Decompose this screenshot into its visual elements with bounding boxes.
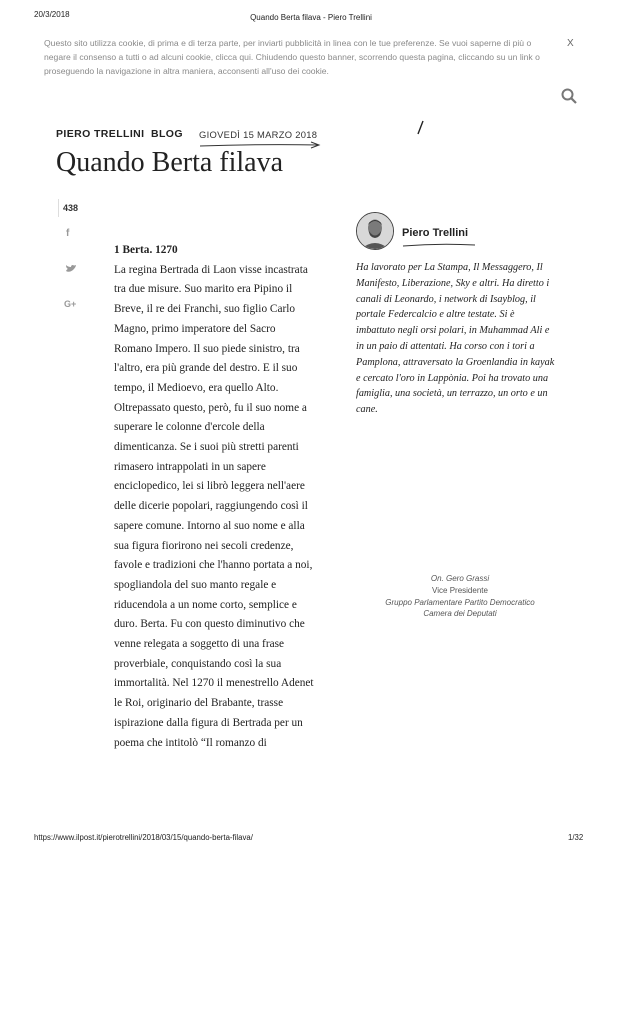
print-page-title: Quando Berta filava - Piero Trellini (250, 13, 372, 22)
author-underline (402, 242, 476, 248)
cookie-close-button[interactable]: X (567, 38, 574, 49)
stamp-role: Vice Presidente (432, 585, 488, 595)
nav-date: GIOVEDÌ 15 MARZO 2018 (199, 129, 318, 140)
nav-author-link[interactable]: PIERO TRELLINI (56, 128, 145, 140)
stamp-name: On. Gero Grassi (430, 574, 490, 583)
author-bio: Ha lavorato per La Stampa, Il Messaggero, Il Manifesto, Liberazione, Sky e altri. Ha diretto i canali di Leonardo, i network di Isayblog, il portale Federcalcio e altre testate. Si è imbattuto negli orsi polari, in Muhammad Ali e in un paio di attentati. Ha corso con i tori a Pamplona, attraversato la Groenlandia in kayak e cercato l'oro in Lappònia. Poi ha trovato una famiglia, una società, un terrazzo, un orto e un cane. (356, 262, 555, 416)
twitter-icon[interactable] (65, 264, 77, 274)
facebook-icon[interactable]: f (66, 228, 70, 239)
article-body (114, 241, 314, 753)
author-name[interactable]: Piero Trellini (402, 227, 469, 239)
author-avatar[interactable] (356, 212, 394, 250)
cookie-banner-text: Questo sito utilizza cookie, di prima e di terza parte, per inviarti pubblicità in linea con le tue preferenze. Se vuoi saperne di più o negare il consenso a tutti o ad alcuni cookie, clicca qui. Chiudendo questo banner, scorrendo questa pagina, cliccando su un link o proseguendo la navigazione in altra maniera, acconsenti all'uso dei cookie. (44, 38, 540, 76)
article-paragraph: La regina Bertrada di Laon visse incastrata tra due misure. Suo marito era Pipino il Breve, il re dei Franchi, suo figlio Carlo Magno, primo imperatore del Sacro Romano Impero. Il suo piede sinistro, tra l'altro, era più grande del destro. E il suo tempo, il Medioevo, era quello Alto. Oltrepassato questo, però, fu il suo nome a superare le colonne d'ercole della dimenticanza. Se i suoi più stretti parenti rimasero intrappolati in un sapere enciclopedico, lei si librò leggera nell'aere delle dicerie popolari, raggiungendo così il sapere comune. Intorno al suo nome e alla sua figura fiorirono nei secoli credenze, favole e tradizioni che l'hanno portata a noi, spogliandola del suo manto regale e riducendola a un nome corto, semplice e duro. Berta. Fu con questo diminutivo che venne relegata a soggetto di una frase proverbiale, conquistando così la sua immortalità. Nel 1270 il menestrello Adenet le Roi, originario del Brabante, trasse ispirazione dalla figura di Bertrada per un poema che intitolò “Il romanzo di (114, 263, 314, 749)
search-icon[interactable] (561, 88, 577, 104)
author-photo (357, 213, 393, 249)
print-footer-page: 1/32 (568, 833, 584, 842)
share-count: 438 (63, 203, 79, 213)
nav-blog-link[interactable]: BLOG (151, 128, 183, 140)
print-footer-url: https://www.ilpost.it/pierotrellini/2018/03/15/quando-berta-filava/ (34, 833, 253, 842)
googleplus-icon[interactable]: G+ (64, 299, 77, 309)
page-title: Quando Berta filava (56, 147, 284, 178)
print-date: 20/3/2018 (34, 10, 70, 19)
pen-mark (414, 120, 426, 136)
stamp-group: Gruppo Parlamentare Partito Democratico (385, 597, 535, 607)
parliament-stamp (360, 573, 560, 620)
stamp-chamber: Camera dei Deputati (423, 609, 497, 619)
article-heading: 1 Berta. 1270 (114, 244, 178, 256)
